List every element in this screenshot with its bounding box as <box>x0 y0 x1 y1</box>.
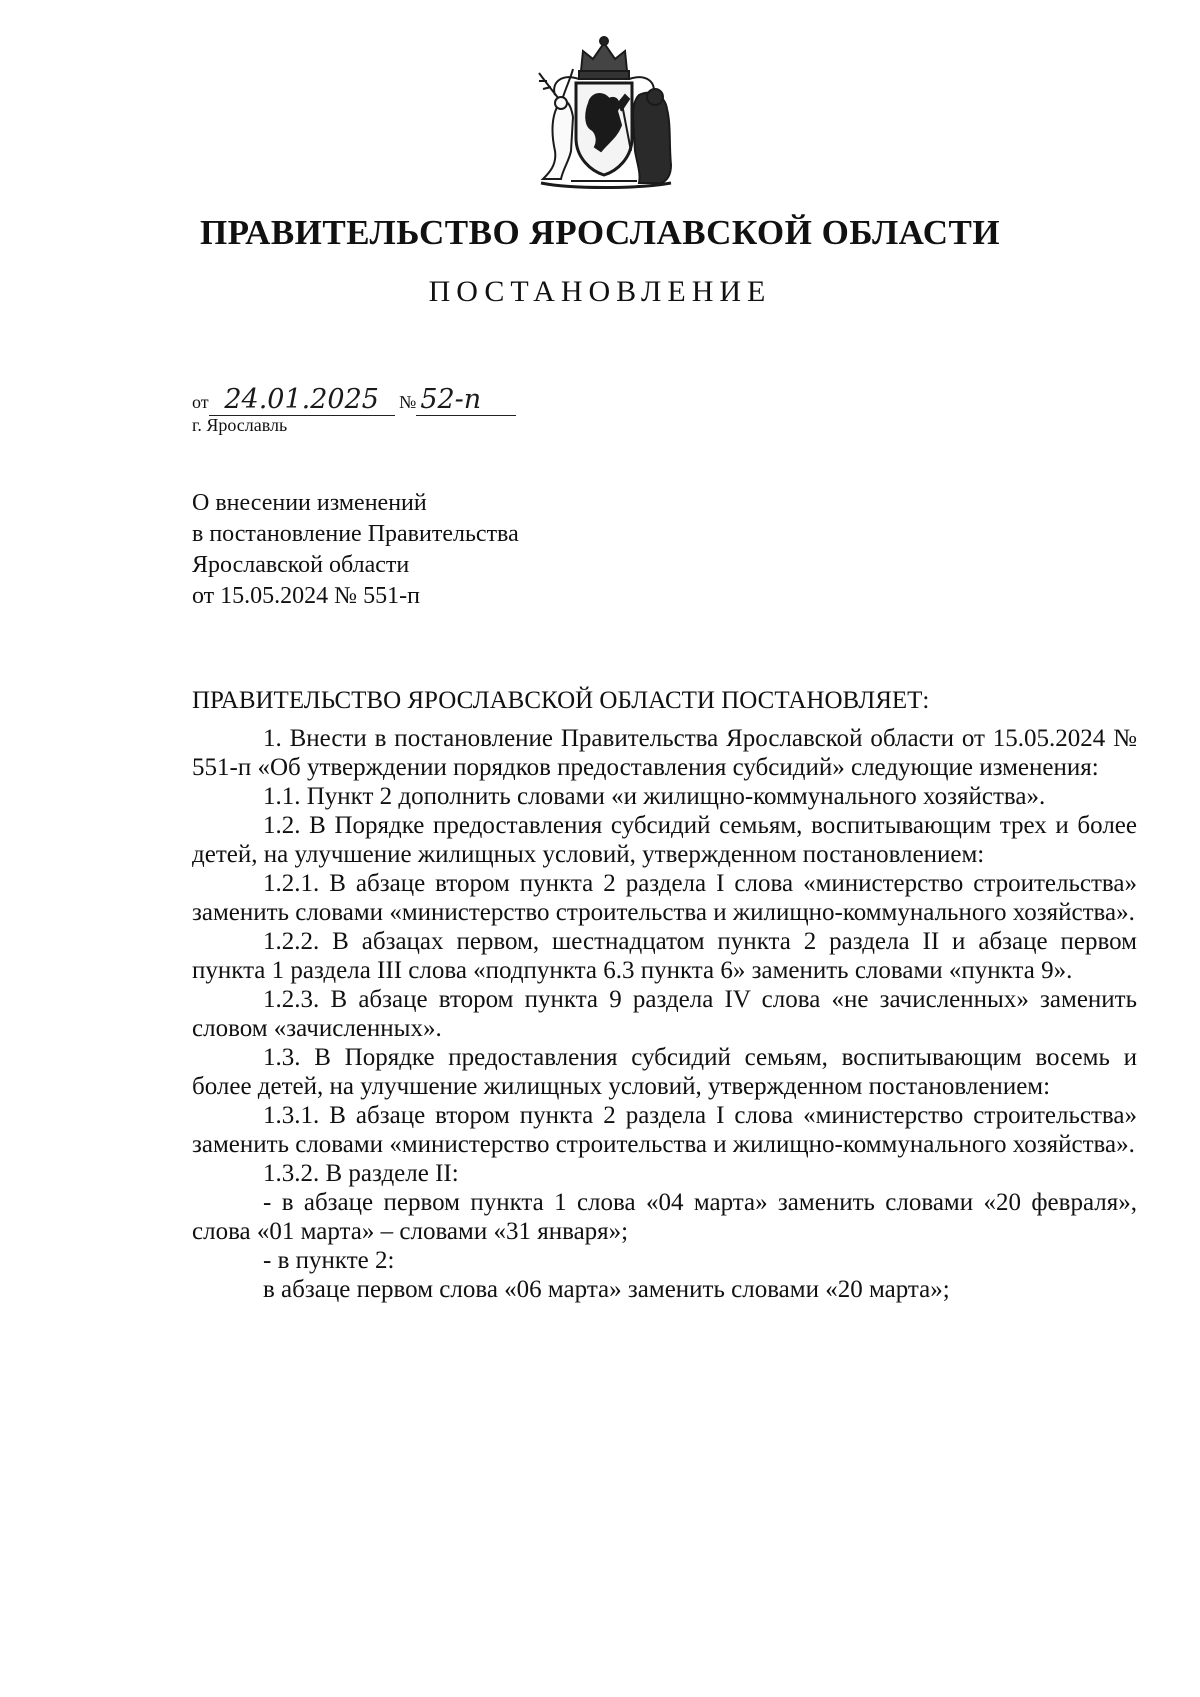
subject-line: О внесении изменений <box>192 490 427 516</box>
paragraph-1-2: 1.2. В Порядке предоставления субсидий семьям, воспитывающим трех и более детей, на улучшение жилищных условий, утвержденном постановлением: <box>192 812 1137 868</box>
paragraph-item-dash-1: - в абзаце первом пункта 1 слова «04 марта» заменить словами «20 февраля», слова «01 марта» – словами «31 января»; <box>192 1189 1137 1245</box>
paragraph-1: 1. Внести в постановление Правительства Ярославской области от 15.05.2024 № 551-п «Об утверждении порядков предоставления субсидий» следующие изменения: <box>192 725 1137 781</box>
resolve-heading: ПРАВИТЕЛЬСТВО ЯРОСЛАВСКОЙ ОБЛАСТИ ПОСТАНОВЛЯЕТ: <box>192 687 930 714</box>
paragraph-1-3-1: 1.3.1. В абзаце втором пункта 2 раздела I слова «министерство строительства» заменить словами «министерство строительства и жилищно-коммунального хозяйства». <box>192 1102 1137 1158</box>
handwritten-date: 24.01.2025 <box>209 385 395 416</box>
date-prefix: от <box>192 392 209 412</box>
paragraph-1-3-2: 1.3.2. В разделе II: <box>263 1160 459 1187</box>
document-body <box>192 724 1137 1304</box>
paragraph-1-2-2: 1.2.2. В абзацах первом, шестнадцатом пункта 2 раздела II и абзаце первом пункта 1 раздела III слова «подпункта 6.3 пункта 6» заменить словами «пункта 9». <box>192 928 1137 984</box>
paragraph-1-2-3: 1.2.3. В абзаце втором пункта 9 раздела IV слова «не зачисленных» заменить словом «зачисленных». <box>192 986 1137 1042</box>
organization-title: ПРАВИТЕЛЬСТВО ЯРОСЛАВСКОЙ ОБЛАСТИ <box>199 213 1001 252</box>
document-subject <box>192 488 519 612</box>
city: г. Ярославль <box>192 415 288 435</box>
paragraph-item-3: в абзаце первом слова «06 марта» заменить словами «20 марта»; <box>263 1276 950 1303</box>
subject-line: Ярославской области <box>192 552 410 578</box>
number-prefix: № <box>399 392 417 412</box>
paragraph-1-2-1: 1.2.1. В абзаце втором пункта 2 раздела I слова «министерство строительства» заменить словами «министерство строительства и жилищно-коммунального хозяйства». <box>192 870 1137 926</box>
paragraph-item-dash-2: - в пункте 2: <box>263 1247 395 1274</box>
paragraph-1-1: 1.1. Пункт 2 дополнить словами «и жилищно-коммунального хозяйства». <box>263 783 1046 810</box>
subject-line: от 15.05.2024 № 551-п <box>192 583 420 609</box>
paragraph-1-3: 1.3. В Порядке предоставления субсидий семьям, воспитывающим восемь и более детей, на улучшение жилищных условий, утвержденном постановлением: <box>192 1044 1137 1100</box>
document-kind: ПОСТАНОВЛЕНИЕ <box>428 275 772 308</box>
handwritten-number: 52-п <box>416 385 516 416</box>
yaroslavl-coat-of-arms-icon <box>521 33 687 193</box>
subject-line: в постановление Правительства <box>192 521 519 547</box>
